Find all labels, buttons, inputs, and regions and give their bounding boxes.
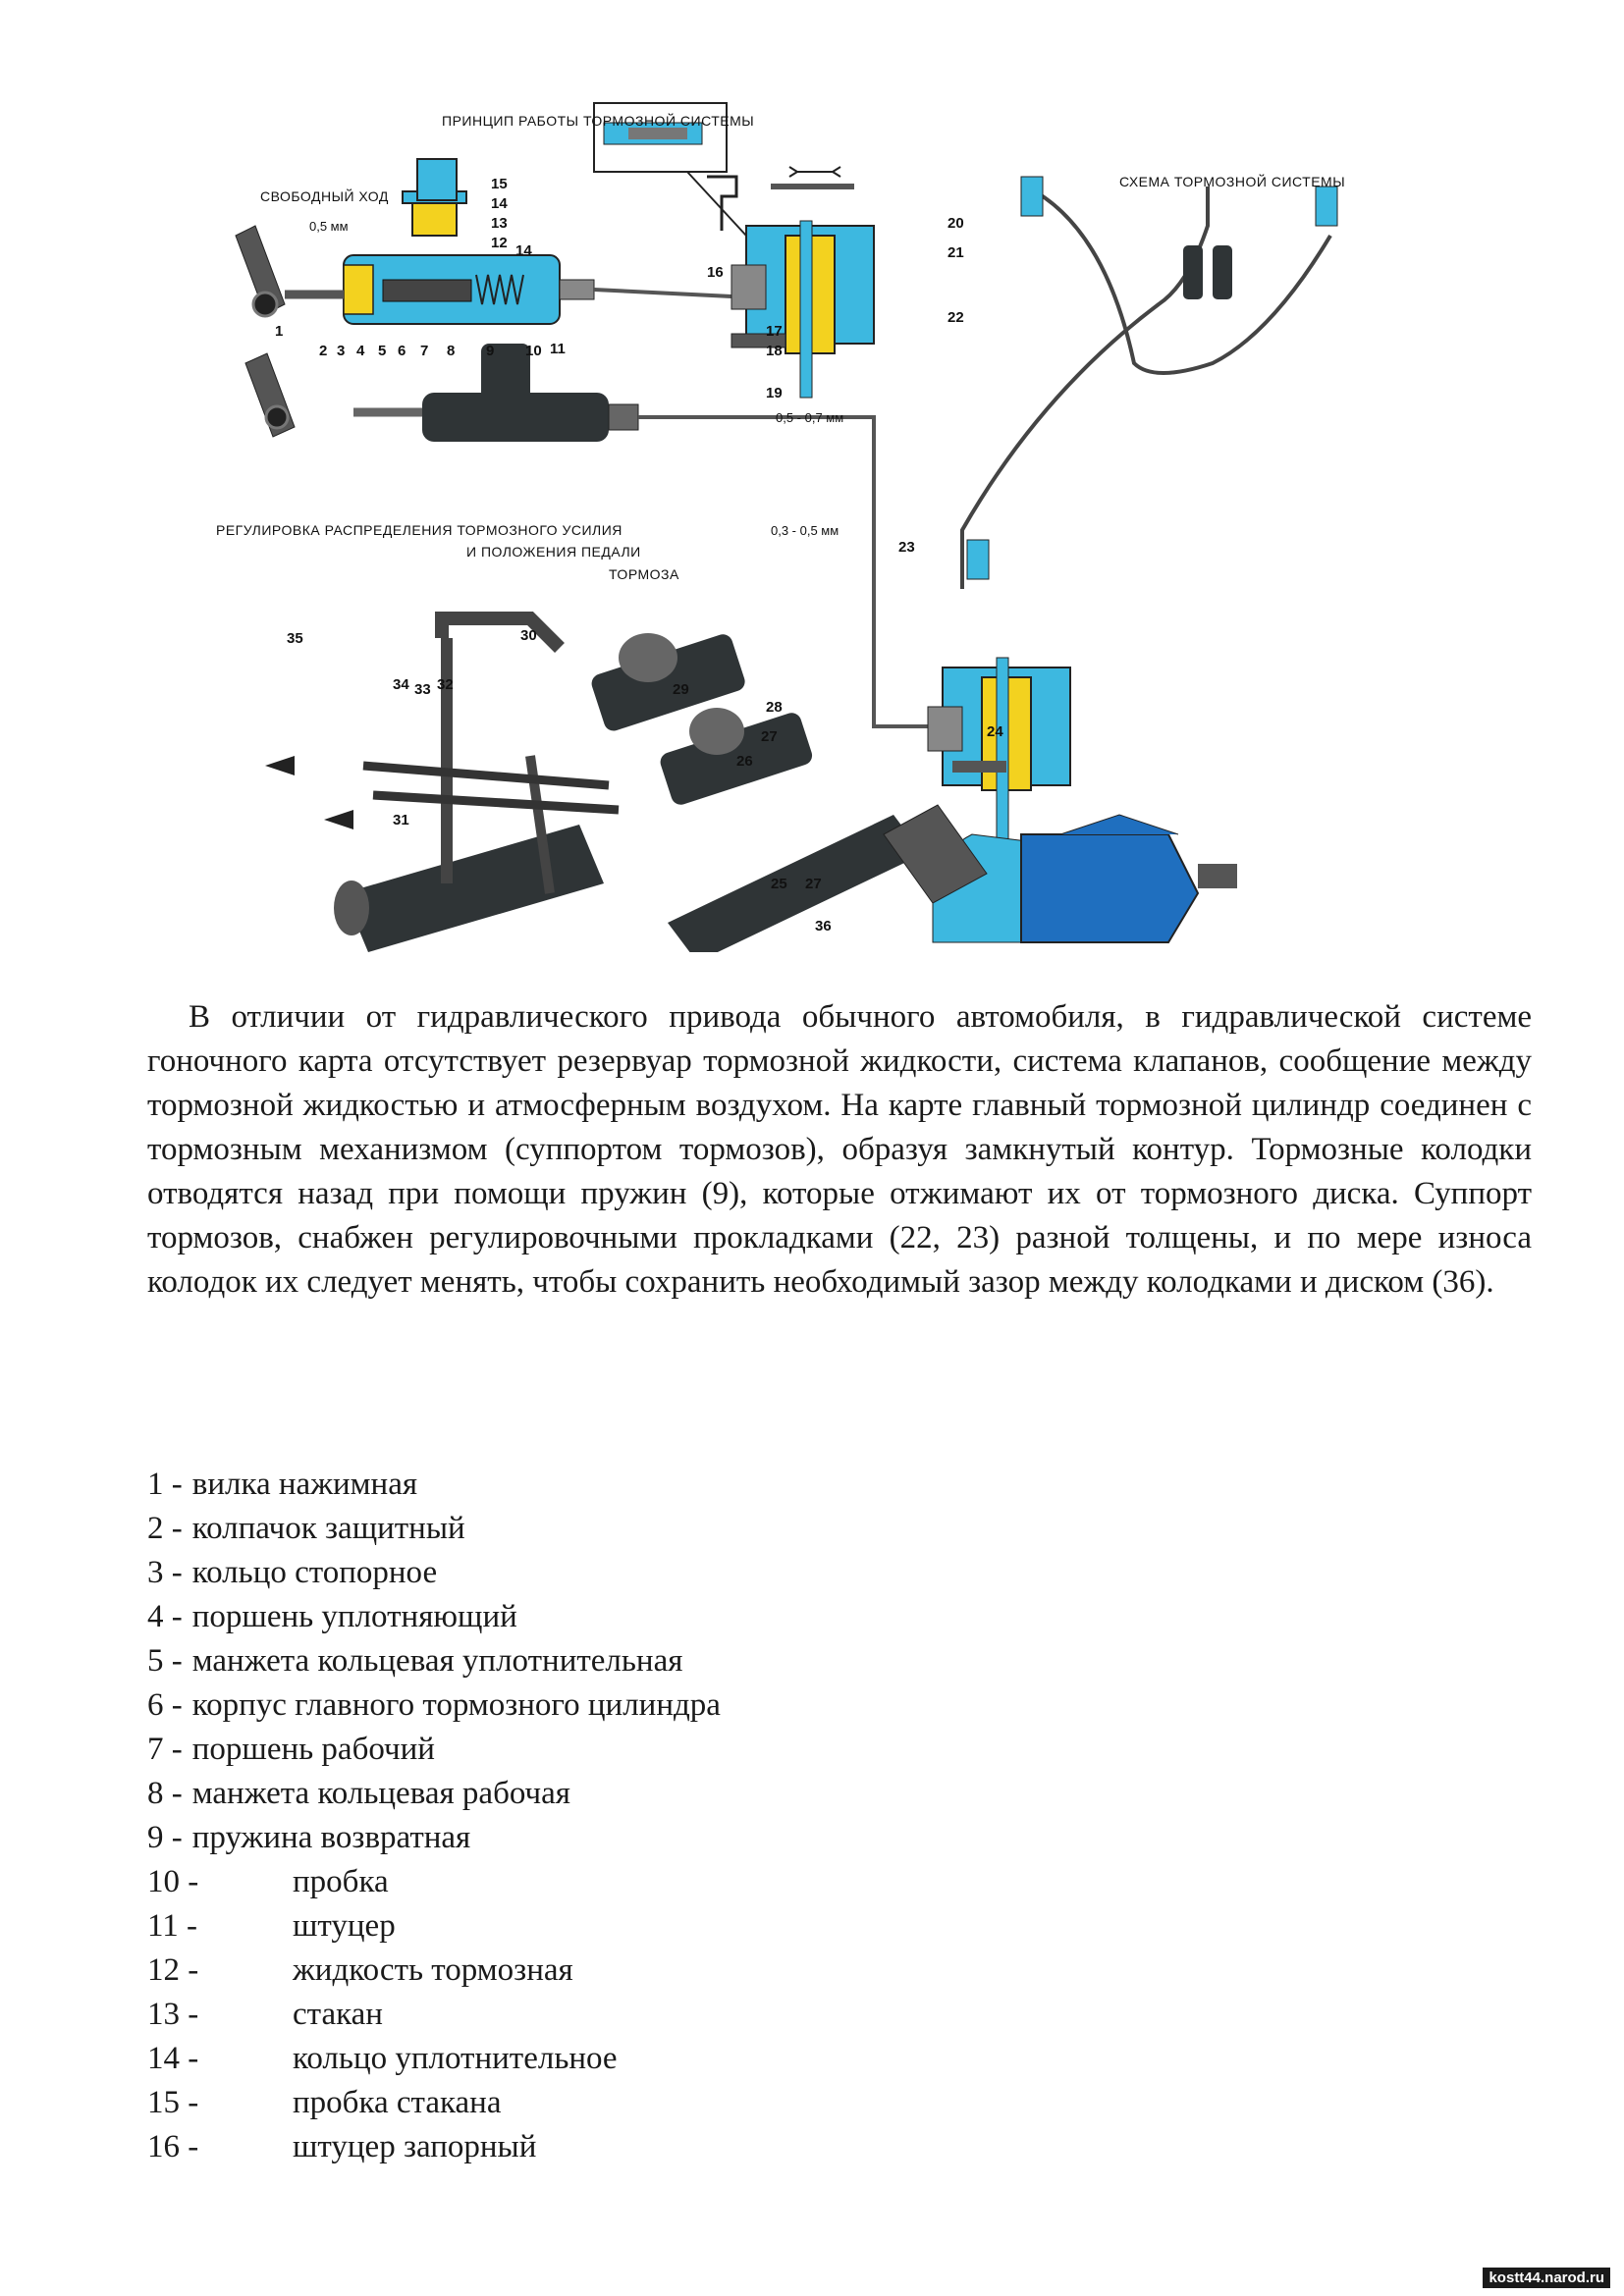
label-17: 17 [766,323,783,340]
label-36: 36 [815,918,832,934]
caliper-top [707,167,874,398]
legend-number: 16 - [147,2129,199,2164]
legend-item [147,1595,721,1639]
label-18: 18 [766,343,783,359]
legend-item [147,2125,721,2169]
legend-number: 3 - [147,1555,183,1590]
legend-number: 4 - [147,1599,183,1634]
legend-item [147,1639,721,1683]
legend-item [147,1463,721,1507]
legend-text: поршень рабочий [191,1732,435,1767]
label-15: 15 [491,176,508,192]
legend-text: штуцер запорный [293,2129,537,2164]
brake-diagram [196,88,1404,952]
brake-scheme [962,177,1337,589]
label-30: 30 [520,627,537,644]
label-21: 21 [947,244,964,261]
label-6: 6 [398,343,406,359]
paragraph-text: В отличии от гидравлического привода обычного автомобиля, в гидравлической системе гоночного карта отсутствует резервуар тормозной жидкости, система клапанов, сообщение между тормозной жидкостью и атмосферным воздухом. На карте главный тормозной цилиндр соединен с тормозным механизмом (суппортом тормозов), образуя замкнутый контур. Тормозные колодки отводятся назад при помощи пружин (9), которые отжимают их от тормозного диска. Суппорт тормозов, снабжен регулировочными прокладками (22, 23) разной толщены, и по мере износа колодок их следует менять, чтобы сохранить необходимый зазор между колодками и диском (36). [147,999,1532,1300]
label-23: 23 [898,539,915,556]
legend-number: 7 - [147,1732,183,1767]
legend-number: 11 - [147,1908,198,1944]
master-cylinder-top [236,159,594,324]
dim-bottom-caliper: 0,3 - 0,5 мм [771,523,839,538]
label-32: 32 [437,676,454,693]
legend-number: 9 - [147,1820,183,1855]
dim-top-caliper: 0,5 - 0,7 мм [776,410,844,425]
legend-item [147,1993,721,2037]
source-watermark: kostt44.narod.ru [1483,2268,1610,2288]
label-11: 11 [550,341,566,357]
legend-number: 6 - [147,1687,183,1723]
legend-item [147,1772,721,1816]
legend-text: корпус главного тормозного цилиндра [191,1687,721,1723]
legend-text: стакан [293,1997,383,2032]
label-16: 16 [707,264,724,281]
legend-number: 8 - [147,1776,183,1811]
label-14a: 14 [491,195,508,212]
legend-text: колпачок защитный [191,1511,465,1546]
label-34: 34 [393,676,409,693]
legend-item [147,1728,721,1772]
legend-item [147,2037,721,2081]
legend-number: 14 - [147,2041,199,2076]
adjust-title-1: РЕГУЛИРОВКА РАСПРЕДЕЛЕНИЯ ТОРМОЗНОГО УСИЛИЯ [216,522,623,538]
legend-number: 1 - [147,1467,183,1502]
legend-text: поршень уплотняющий [191,1599,517,1634]
legend-number: 2 - [147,1511,183,1546]
legend-item [147,1507,721,1551]
dim-free-travel: 0,5 мм [309,219,349,234]
label-29: 29 [673,681,689,698]
label-22: 22 [947,309,964,326]
free-travel-label: СВОБОДНЫЙ ХОД [260,188,389,204]
legend-text: пружина возвратная [191,1820,471,1855]
legend-number: 5 - [147,1643,183,1679]
label-24: 24 [987,723,1003,740]
legend-text: жидкость тормозная [293,1952,573,1988]
label-1: 1 [275,323,284,340]
legend-text: манжета кольцевая рабочая [191,1776,570,1811]
scheme-title: СХЕМА ТОРМОЗНОЙ СИСТЕМЫ [1119,174,1346,189]
label-4: 4 [356,343,365,359]
master-cylinder-middle [245,344,638,442]
label-8: 8 [447,343,456,359]
label-12: 12 [491,235,508,251]
adjust-title-3: ТОРМОЗА [609,566,679,582]
legend-item [147,1551,721,1595]
label-33: 33 [414,681,431,698]
legend-number: 13 - [147,1997,199,2032]
label-31: 31 [393,812,409,828]
label-19: 19 [766,385,783,401]
brake-system-figure [196,88,1404,952]
legend-text: кольцо стопорное [191,1555,438,1590]
legend-item [147,1904,721,1949]
label-13: 13 [491,215,508,232]
legend-text: пробка [293,1864,389,1899]
legend-text: вилка нажимная [191,1467,418,1502]
label-27a: 27 [761,728,778,745]
brake-line-top [594,290,731,296]
adjust-title-2: И ПОЛОЖЕНИЯ ПЕДАЛИ [466,544,641,560]
parts-legend [147,1463,721,2169]
label-3: 3 [337,343,346,359]
legend-text: пробка стакана [293,2085,502,2120]
legend-item [147,1949,721,1993]
label-35: 35 [287,630,303,647]
label-27b: 27 [805,876,822,892]
legend-text: кольцо уплотнительное [293,2041,618,2076]
caliper-bottom [928,658,1237,942]
description-paragraph [147,995,1532,1305]
legend-item [147,2081,721,2125]
legend-item [147,1860,721,1904]
label-7: 7 [420,343,429,359]
label-10: 10 [525,343,542,359]
label-28: 28 [766,699,783,716]
label-2: 2 [319,343,328,359]
legend-text: манжета кольцевая уплотнительная [191,1643,683,1679]
legend-number: 15 - [147,2085,199,2120]
label-5: 5 [378,343,387,359]
legend-item [147,1683,721,1728]
legend-number: 10 - [147,1864,199,1899]
label-20: 20 [947,215,964,232]
label-25: 25 [771,876,787,892]
label-26: 26 [736,753,753,770]
legend-text: штуцер [293,1908,396,1944]
figure-title: ПРИНЦИП РАБОТЫ ТОРМОЗНОЙ СИСТЕМЫ [442,113,755,129]
label-9: 9 [486,343,495,359]
label-14b: 14 [515,242,532,259]
legend-number: 12 - [147,1952,199,1988]
legend-item [147,1816,721,1860]
